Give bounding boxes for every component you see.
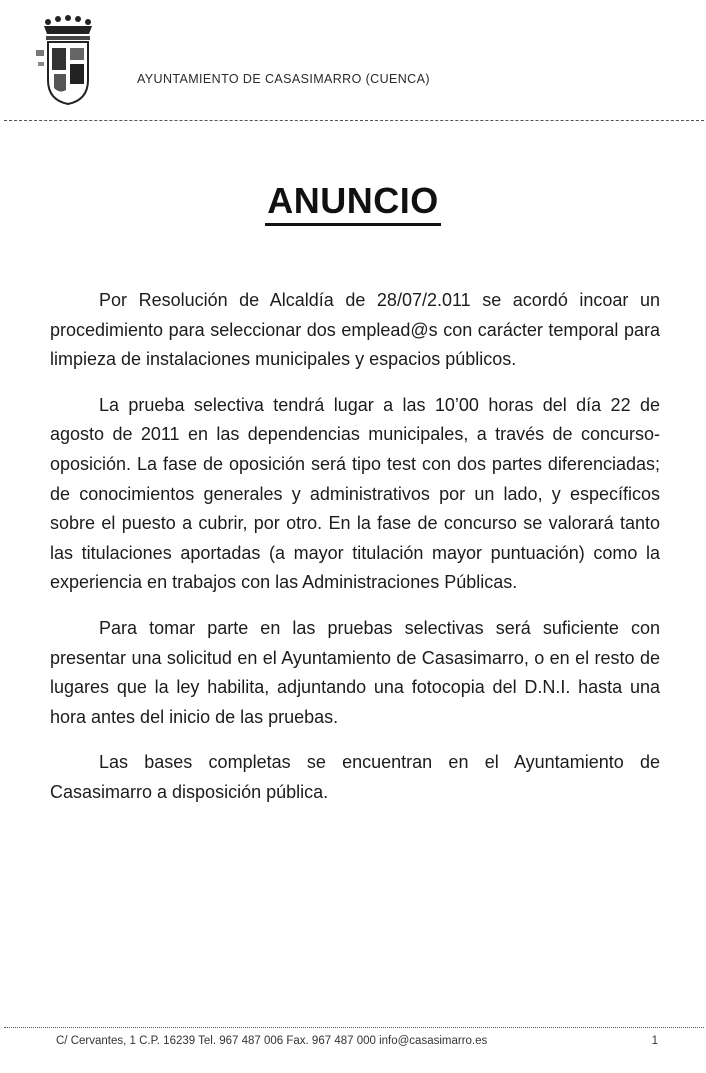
paragraph-selective-test: La prueba selectiva tendrá lugar a las 10’00 horas del día 22 de agosto de 2011 en las dependencias municipales, a través de concurso-oposición. La fase de oposición será tipo test con dos partes diferenciadas; de conocimientos generales y administrativos por un lado, y específicos sobre el puesto a cubrir, por otro. En la fase de concurso se valorará tanto las titulaciones aportadas (a mayor titulación mayor puntuación) como la experiencia en trabajos con las Administraciones Públicas. xyxy=(50,394,660,593)
document-title xyxy=(0,180,706,222)
footer-contact: C/ Cervantes, 1 C.P. 16239 Tel. 967 487 006 Fax. 967 487 000 info@casasimarro.es xyxy=(56,1035,488,1047)
footer xyxy=(56,1035,666,1047)
paragraph-bases: Las bases completas se encuentran en el Ayuntamiento de Casasimarro a disposición pública. xyxy=(50,752,660,802)
document-body xyxy=(50,286,660,824)
page-number: 1 xyxy=(651,1035,658,1047)
paragraph-resolution: Por Resolución de Alcaldía de 28/07/2.011 se acordó incoar un procedimiento para seleccionar dos emplead@s con carácter temporal para limpieza de instalaciones municipales y espacios públicos. xyxy=(50,290,660,370)
organization-header: AYUNTAMIENTO DE CASASIMARRO (CUENCA) xyxy=(137,72,430,86)
paragraph-application: Para tomar parte en las pruebas selectivas será suficiente con presentar una solicitud en el Ayuntamiento de Casasimarro, o en el resto de lugares que la ley habilita, adjuntando una fotocopia del D.N.I. hasta una hora antes del inicio de las pruebas. xyxy=(50,617,660,727)
footer-divider xyxy=(4,1027,704,1028)
coat-of-arms-icon xyxy=(34,10,98,106)
document-title-text: ANUNCIO xyxy=(265,180,441,226)
header-divider xyxy=(4,120,704,121)
